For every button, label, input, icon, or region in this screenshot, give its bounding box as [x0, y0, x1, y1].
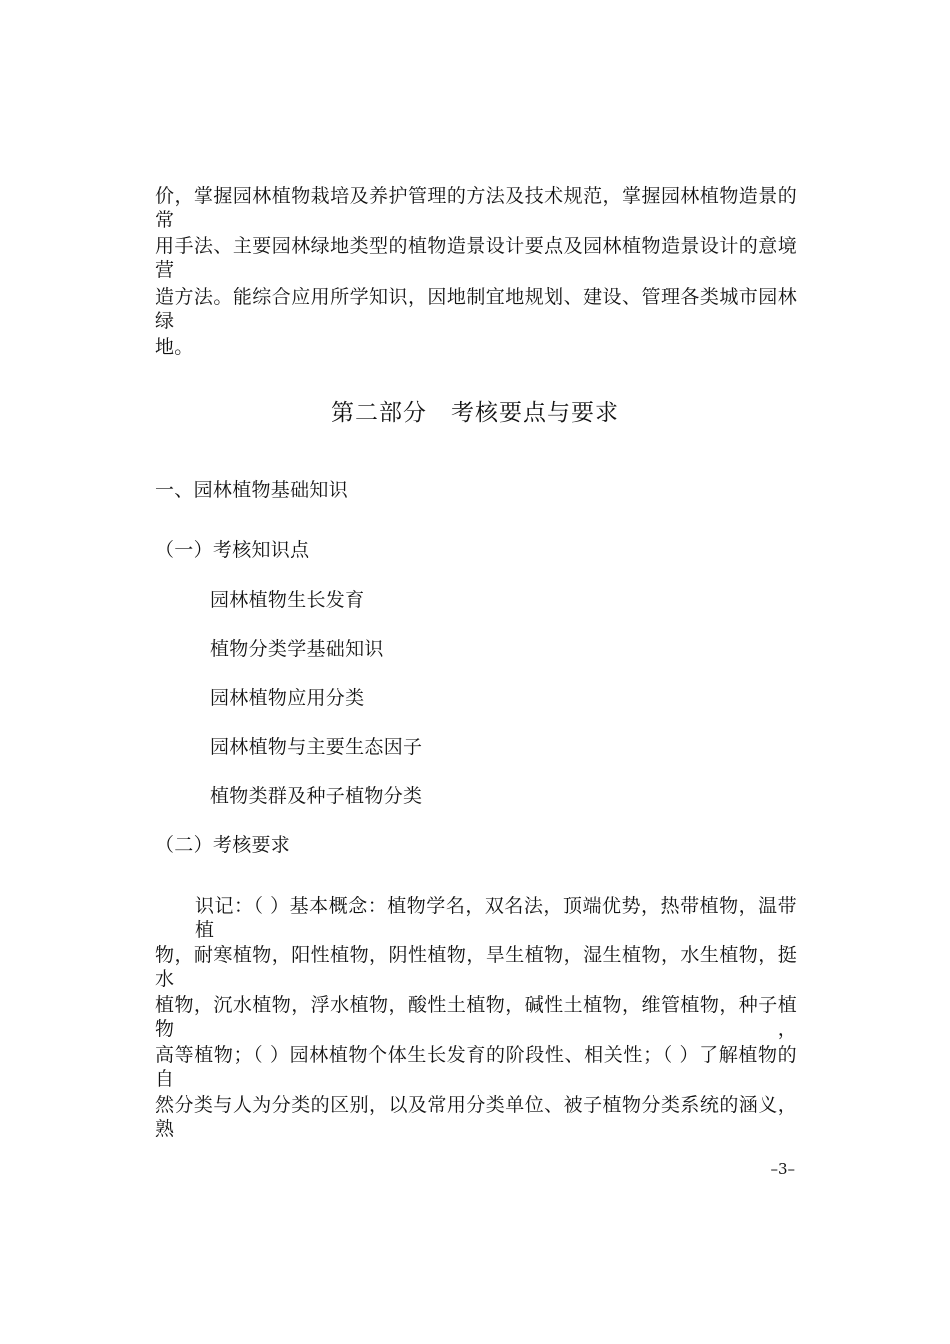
intro-line-1: 价，掌握园林植物栽培及养护管理的方法及技术规范，掌握园林植物造景的常: [155, 185, 797, 231]
intro-line-4: 地。: [155, 336, 194, 358]
requirements-line-4: 高等植物；（ ）园林植物个体生长发育的阶段性、相关性；（ ）了解植物的自: [155, 1044, 797, 1090]
knowledge-point-item: 园林植物应用分类: [210, 687, 365, 709]
page-number: –3–: [770, 1160, 795, 1178]
intro-line-2: 用手法、主要园林绿地类型的植物造景设计要点及园林植物造景设计的意境营: [155, 235, 797, 281]
requirements-line-3: 植物，沉水植物，浮水植物，酸性土植物，碱性土植物，维管植物，种子植物，: [155, 994, 797, 1040]
requirements-line-2: 物，耐寒植物，阳性植物，阴性植物，旱生植物，湿生植物，水生植物，挺水: [155, 944, 797, 990]
knowledge-point-item: 植物分类学基础知识: [210, 638, 384, 660]
subsection-title-knowledge-points: （一）考核知识点: [155, 539, 310, 561]
section-title: 一、园林植物基础知识: [155, 479, 349, 501]
requirements-line-5: 然分类与人为分类的区别，以及常用分类单位、被子植物分类系统的涵义，熟: [155, 1094, 797, 1140]
part-title: 第二部分 考核要点与要求: [331, 400, 619, 426]
knowledge-point-item: 园林植物与主要生态因子: [210, 736, 423, 758]
knowledge-point-item: 园林植物生长发育: [210, 589, 365, 611]
requirements-line-1: 识记：（ ）基本概念：植物学名，双名法，顶端优势，热带植物，温带植: [195, 895, 797, 941]
knowledge-point-item: 植物类群及种子植物分类: [210, 785, 423, 807]
intro-line-3: 造方法。能综合应用所学知识，因地制宜地规划、建设、管理各类城市园林绿: [155, 286, 797, 332]
subsection-title-requirements: （二）考核要求: [155, 834, 291, 856]
